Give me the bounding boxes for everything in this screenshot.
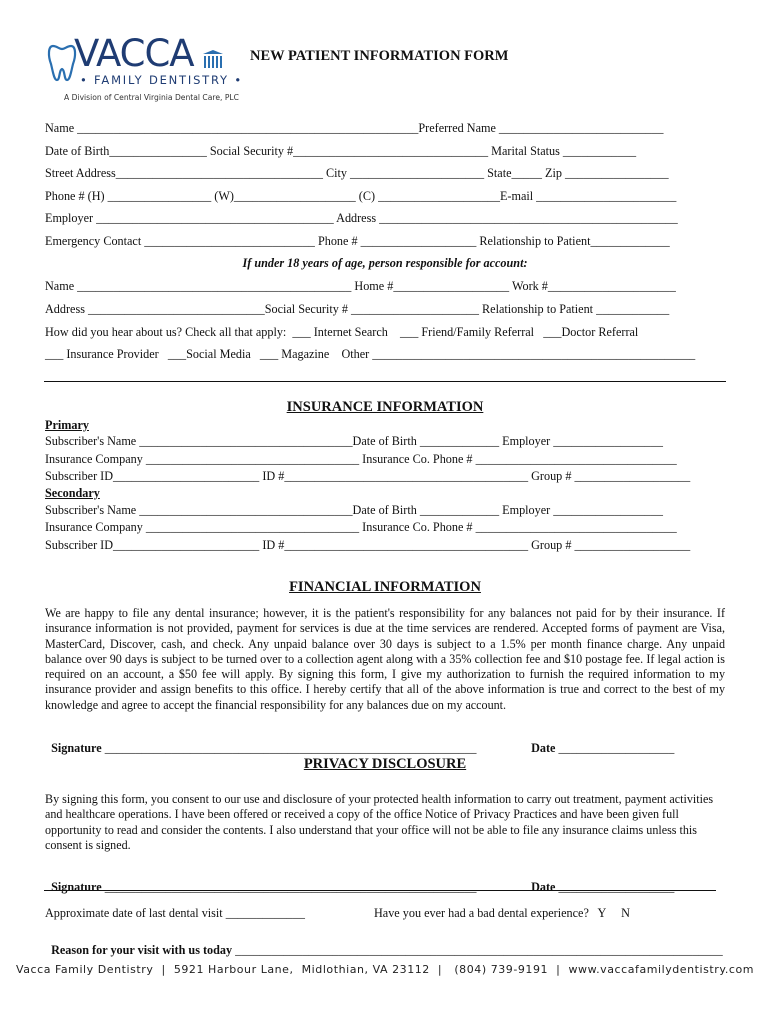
financial-date-row[interactable] [525,727,674,755]
logo [44,32,244,106]
primary-company-row[interactable]: Insurance Company ___________________________________ Insurance Co. Phone # _________________________________ [45,452,677,466]
primary-id-row[interactable]: Subscriber ID________________________ ID #________________________________________ Group # ___________________ [45,469,691,483]
date-line[interactable]: ___________________ [558,741,675,755]
financial-text: We are happy to file any dental insurance; however, it is the patient's responsibility for any balances not paid for by their insurance. If insurance information is not provided, payment for services is due at the time services are rendered. Accepted forms of payment are Visa, MasterCard, Discover, cash, and check. Any unpaid balance over 30 days is subject to a 1.5% per month finance charge. Any unpaid balance over 90 days is subject to be turned over to a collection agent along with a 35% collection fee and $10 postage fee. If legal action is required on an account, a $50 fee will apply. By signing this form, I give my authorization to furnish the required information to my insurance provider and assign benefits to this office. I hereby certify that all of the above information is true and correct to the best of my knowledge and agree to accept the financial responsibility for any balances due on my account. [45,606,725,712]
logo-brand: VACCA [74,32,194,75]
field-row-referral-2[interactable]: ___ Insurance Provider ___Social Media ___ Magazine Other _____________________________________________________ [45,347,696,361]
secondary-id-row[interactable]: Subscriber ID________________________ ID #________________________________________ Group # ___________________ [45,538,691,552]
logo-subtitle: • FAMILY DENTISTRY • [80,73,243,87]
primary-subscriber-row[interactable]: Subscriber's Name ___________________________________Date of Birth _____________ Employer __________________ [45,434,663,448]
privacy-heading: PRIVACY DISCLOSURE [303,756,467,772]
signature-line[interactable]: _____________________________________________________________ [104,741,477,755]
date-label: Date [531,880,556,894]
field-row-resp-name[interactable]: Name _____________________________________________ Home #___________________ Work #_____________________ [45,279,676,293]
field-row-name[interactable]: Name ________________________________________________________Preferred Name ___________________________ [45,121,664,135]
last-visit-field[interactable]: Approximate date of last dental visit _____________ [45,906,305,920]
form-title: NEW PATIENT INFORMATION FORM [250,48,509,64]
minor-heading: If under 18 years of age, person responsible for account: [242,256,528,270]
reason-row[interactable] [45,929,723,957]
financial-heading: FINANCIAL INFORMATION [289,579,481,595]
privacy-text: By signing this form, you consent to our use and disclosure of your protected health information to carry out treatment, payment activities and healthcare operations. I have been offered or received a copy of the office Notice of Privacy Practices and have been given full opportunity to read and consider the contents. I also understand that your office will not be able to file any insurance claims unless this consent is signed. [45,792,714,852]
tooth-icon [47,42,77,82]
signature-label: Signature [51,741,102,755]
date-line[interactable]: ___________________ [558,880,675,894]
footer: Vacca Family Dentistry | 5921 Harbour Lane, Midlothian, VA 23112 | (804) 739-9191 | www.vaccafamilydentistry.com [15,963,755,976]
reason-line[interactable]: ________________________________________________________________________________ [235,943,723,957]
field-row-emergency[interactable]: Emergency Contact ____________________________ Phone # ___________________ Relationship to Patient_____________ [45,234,670,248]
field-row-referral[interactable]: How did you hear about us? Check all that apply: ___ Internet Search ___ Friend/Family Referral ___Doctor Referral [45,325,639,339]
section-divider [44,381,726,382]
secondary-subscriber-row[interactable]: Subscriber's Name ___________________________________Date of Birth _____________ Employer __________________ [45,503,663,517]
secondary-label: Secondary [45,486,100,500]
reason-label: Reason for your visit with us today [51,943,233,957]
field-row-employer[interactable]: Employer _______________________________________ Address _________________________________________________ [45,211,678,225]
columns-icon [202,49,224,71]
section-divider [44,890,716,891]
secondary-company-row[interactable]: Insurance Company ___________________________________ Insurance Co. Phone # _________________________________ [45,520,677,534]
signature-label: Signature [51,880,102,894]
field-row-phone[interactable]: Phone # (H) _________________ (W)____________________ (C) ____________________E-mail _______________________ [45,189,677,203]
bad-experience-question[interactable]: Have you ever had a bad dental experience? Y N [374,906,630,920]
field-row-dob[interactable]: Date of Birth________________ Social Security #________________________________ Marital Status ____________ [45,144,637,158]
logo-tagline: A Division of Central Virginia Dental Care, PLC [64,93,239,102]
field-row-resp-address[interactable]: Address _____________________________Social Security # _____________________ Relationship to Patient ____________ [45,302,670,316]
date-label: Date [531,741,556,755]
primary-label: Primary [45,418,89,432]
signature-line[interactable]: _____________________________________________________________ [104,880,477,894]
field-row-address[interactable]: Street Address__________________________________ City ______________________ State_____ Zip _________________ [45,166,669,180]
financial-signature-row[interactable] [45,727,476,755]
insurance-heading: INSURANCE INFORMATION [286,399,484,415]
